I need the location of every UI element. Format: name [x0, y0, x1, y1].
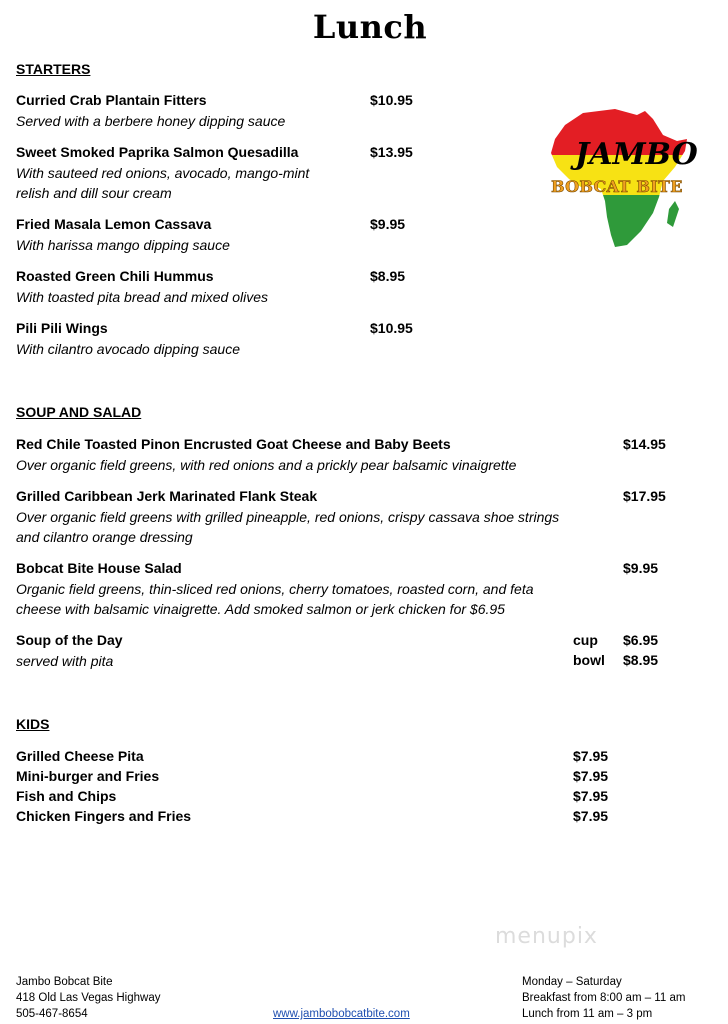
menu-item-price: $14.95	[623, 436, 666, 452]
menu-item-price: $7.95	[573, 748, 609, 764]
menu-item-name: Curried Crab Plantain Fitters	[16, 92, 207, 108]
menu-item-name: Fish and Chips	[16, 788, 117, 804]
menu-item-description: With harissa mango dipping sauce	[16, 237, 230, 253]
soup-size-bowl: bowl	[573, 652, 605, 668]
soup-size-cup: cup	[573, 632, 598, 648]
menu-item-description: Over organic field greens, with red onions and a prickly pear balsamic vinaigrette	[16, 457, 517, 473]
menu-item-price: $9.95	[370, 216, 406, 232]
section-heading-kids: KIDS	[16, 716, 50, 732]
logo-bobcat-text: BOBCAT BITE	[551, 177, 683, 196]
section-heading-soup-salad: SOUP AND SALAD	[16, 404, 142, 420]
menu-item-price: $10.95	[370, 320, 413, 336]
menu-item-name: Chicken Fingers and Fries	[16, 808, 192, 824]
footer-business-name: Jambo Bobcat Bite	[16, 976, 113, 988]
menu-item-name: Roasted Green Chili Hummus	[16, 268, 214, 284]
footer-days: Monday – Saturday	[522, 976, 622, 988]
menu-item-price: $8.95	[623, 652, 659, 668]
menu-item-price: $6.95	[623, 632, 659, 648]
flag-green-band	[545, 195, 710, 255]
menu-item-name: Red Chile Toasted Pinon Encrusted Goat Cheese and Baby Beets	[16, 436, 451, 452]
footer-hours	[522, 974, 685, 1022]
footer-breakfast-hours: Breakfast from 8:00 am – 11 am	[522, 992, 686, 1004]
menu-item-description: and cilantro orange dressing	[16, 529, 193, 545]
section-heading-starters: STARTERS	[16, 61, 91, 77]
menu-item-name: Mini-burger and Fries	[16, 768, 160, 784]
menupix-watermark: menupix	[495, 924, 598, 949]
footer-phone: 505-467-8654	[16, 1008, 88, 1020]
menu-item-description: With cilantro avocado dipping sauce	[16, 341, 241, 357]
menu-item-name: Bobcat Bite House Salad	[16, 560, 182, 576]
menu-item-description: Over organic field greens with grilled pineapple, red onions, crispy cassava shoe strings	[16, 509, 560, 525]
menu-item-price: $7.95	[573, 788, 609, 804]
menu-item-description: relish and dill sour cream	[16, 185, 172, 201]
footer-website-link[interactable]: www.jambobobcatbite.com	[273, 1008, 410, 1020]
menu-item-description: With toasted pita bread and mixed olives	[16, 289, 269, 305]
menu-item-name: Grilled Cheese Pita	[16, 748, 144, 764]
logo-jambo-text: JAMBO	[575, 137, 698, 172]
menu-item-name: Soup of the Day	[16, 632, 123, 648]
footer-address: 418 Old Las Vegas Highway	[16, 992, 161, 1004]
menu-item-price: $9.95	[623, 560, 659, 576]
menu-item-price: $7.95	[573, 808, 609, 824]
footer-business-info	[16, 974, 160, 1022]
menu-item-name: Grilled Caribbean Jerk Marinated Flank Steak	[16, 488, 318, 504]
menu-item-description: Served with a berbere honey dipping sauce	[16, 113, 286, 129]
menu-item-name: Fried Masala Lemon Cassava	[16, 216, 212, 232]
menu-item-description: Organic field greens, thin-sliced red onions, cherry tomatoes, roasted corn, and feta	[16, 581, 534, 597]
jambo-logo	[545, 105, 710, 255]
footer-lunch-hours: Lunch from 11 am – 3 pm	[522, 1008, 653, 1020]
menu-item-price: $8.95	[370, 268, 406, 284]
menu-item-description: cheese with balsamic vinaigrette. Add smoked salmon or jerk chicken for $6.95	[16, 601, 505, 617]
menu-item-price: $7.95	[573, 768, 609, 784]
menu-item-name: Sweet Smoked Paprika Salmon Quesadilla	[16, 144, 299, 160]
menu-item-price: $17.95	[623, 488, 666, 504]
menu-item-price: $10.95	[370, 92, 413, 108]
menu-item-price: $13.95	[370, 144, 413, 160]
menu-item-name: Pili Pili Wings	[16, 320, 108, 336]
menu-item-description: With sauteed red onions, avocado, mango-mint	[16, 165, 310, 181]
madagascar-shape	[667, 201, 679, 227]
page-title: Lunch	[312, 8, 428, 46]
menu-item-description: served with pita	[16, 653, 114, 669]
